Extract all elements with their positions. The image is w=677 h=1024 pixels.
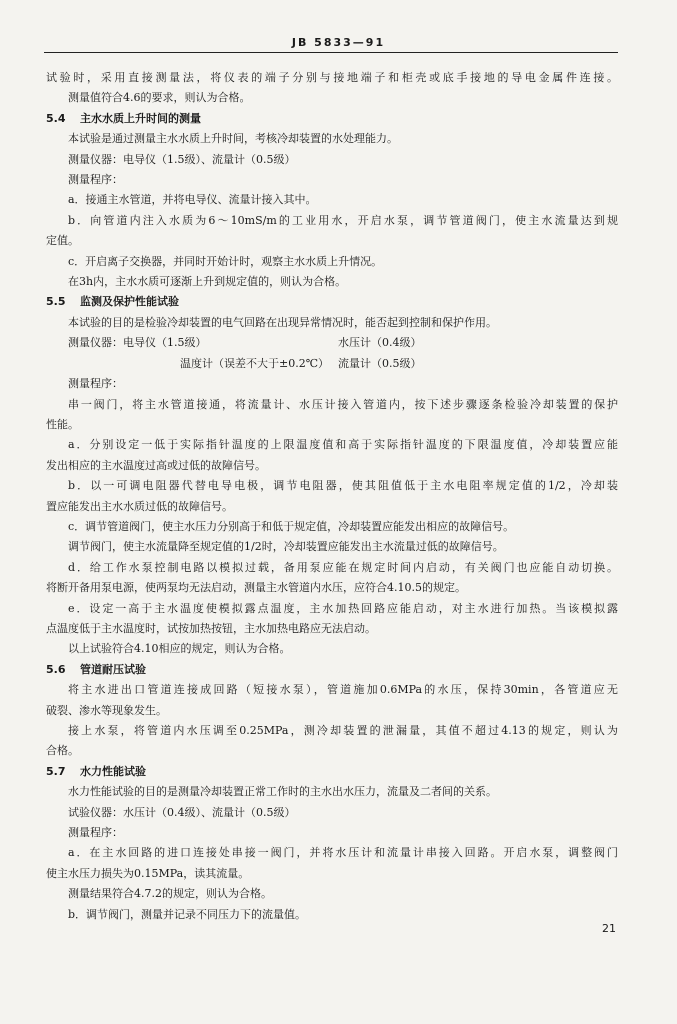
body-text-line: 调节阀门，使主水流量降至规定值的1/2时，冷却装置应能发出主水流量过低的故障信号。: [68, 540, 504, 554]
section-title: 主水水质上升时间的测量: [80, 111, 201, 125]
body-text-line: b．向管道内注入水质为6～10mS/m的工业用水，开启水泵，调节管道阀门，使主水流量达到规: [68, 213, 618, 227]
body-text-line: a．接通主水管道，并将电导仪、流量计接入其中。: [68, 193, 317, 207]
body-text-line: 串一阀门，将主水管道接通，将流量计、水压计接入管道内，按下述步骤逐条检验冷却装置的保护: [68, 397, 618, 411]
body-text-line: 以上试验符合4.10相应的规定，则认为合格。: [68, 642, 291, 656]
document-body: [46, 68, 618, 925]
body-text-line: 发出相应的主水温度过高或过低的故障信号。: [46, 458, 266, 472]
section-title: 监测及保护性能试验: [80, 295, 179, 309]
body-text-line: 定值。: [46, 234, 79, 248]
body-text-line: 水力性能试验的目的是测量冷却装置正常工作时的主水出水压力，流量及二者间的关系。: [68, 785, 497, 799]
body-text-line: 性能。: [46, 417, 79, 431]
body-text-line: 将主水进出口管道连接成回路（短接水泵），管道施加0.6MPa的水压，保持30min，各管道应无: [68, 683, 618, 697]
section-title: 水力性能试验: [80, 764, 146, 778]
body-text-line: 测量仪器：电导仪（1.5级）、流量计（0.5级）: [68, 152, 296, 166]
body-text-line: 测量结果符合4.7.2的规定，则认为合格。: [68, 887, 272, 901]
body-text-line: 测量程序：: [68, 173, 123, 187]
body-text-line: a．在主水回路的进口连接处串接一阀门，并将水压计和流量计串接入回路。开启水泵，调整阀门: [68, 846, 618, 860]
instrument-item: 流量计（0.5级）: [338, 356, 422, 370]
section-number: 5.6: [46, 662, 66, 676]
body-text-line: 本试验是通过测量主水水质上升时间，考核冷却装置的水处理能力。: [68, 132, 398, 146]
section-heading: [46, 292, 618, 312]
section-heading: [46, 660, 618, 680]
body-text-line: 合格。: [46, 744, 79, 758]
body-text-line: c．调节管道阀门，使主水压力分别高于和低于规定值，冷却装置应能发出相应的故障信号。: [68, 519, 515, 533]
document-header-code: JB 5833—91: [291, 36, 386, 49]
body-text-line: 测量程序：: [68, 377, 123, 391]
body-text-line: 置应能发出主水水质过低的故障信号。: [46, 499, 233, 513]
header-rule: [44, 52, 618, 53]
body-text-line: 使主水压力损失为0.15MPa，读其流量。: [46, 866, 250, 880]
body-text-line: d．给工作水泵控制电路以模拟过载，备用泵应能在规定时间内启动，有关阀门也应能自动切换。: [68, 560, 618, 574]
instrument-item: 测量仪器：电导仪（1.5级）: [68, 336, 207, 350]
body-text-line: b．以一可调电阻器代替电导电极，调节电阻器，使其阻值低于主水电阻率规定值的1/2，冷却装: [68, 479, 618, 493]
body-text-line: 破裂、渗水等现象发生。: [46, 703, 167, 717]
section-heading: [46, 762, 618, 782]
body-text-line: 本试验的目的是检验冷却装置的电气回路在出现异常情况时，能否起到控制和保护作用。: [68, 315, 497, 329]
body-text-line: b．调节阀门，测量并记录不同压力下的流量值。: [68, 907, 307, 921]
body-text-line: 在3h内，主水水质可逐渐上升到规定值的，则认为合格。: [68, 275, 347, 289]
section-number: 5.7: [46, 764, 66, 778]
instrument-item: 水压计（0.4级）: [338, 336, 422, 350]
body-text-line: e．设定一高于主水温度使模拟露点温度，主水加热回路应能启动，对主水进行加热。当该模拟露: [68, 601, 618, 615]
body-text-line: a．分别设定一低于实际指针温度的上限温度值和高于实际指针温度的下限温度值，冷却装置应能: [68, 438, 618, 452]
section-title: 管道耐压试验: [80, 662, 146, 676]
instrument-item: 温度计（误差不大于±0.2℃）: [180, 356, 330, 370]
section-number: 5.5: [46, 295, 66, 309]
body-text-line: 测量值符合4.6的要求，则认为合格。: [68, 91, 251, 105]
body-text-line: 点温度低于主水温度时，试按加热按钮，主水加热电路应无法启动。: [46, 621, 376, 635]
body-text-line: 试验仪器：水压计（0.4级）、流量计（0.5级）: [68, 805, 296, 819]
instrument-row: [46, 354, 618, 374]
body-text-line: 将断开备用泵电源，使两泵均无法启动，测量主水管道内水压，应符合4.10.5的规定。: [46, 581, 466, 595]
body-text-line: 接上水泵，将管道内水压调至0.25MPa，测冷却装置的泄漏量，其值不超过4.13的规定，则认为: [68, 724, 618, 737]
body-text-line: 试验时，采用直接测量法，将仪表的端子分别与接地端子和柜壳或底手接地的导电金属件连接。: [46, 71, 618, 84]
body-text-line: 测量程序：: [68, 826, 123, 840]
page-number: 21: [602, 922, 616, 935]
body-text-line: c．开启离子交换器，并同时开始计时，观察主水水质上升情况。: [68, 254, 383, 268]
section-heading: [46, 109, 618, 129]
instrument-row: [46, 333, 618, 353]
section-number: 5.4: [46, 111, 66, 125]
